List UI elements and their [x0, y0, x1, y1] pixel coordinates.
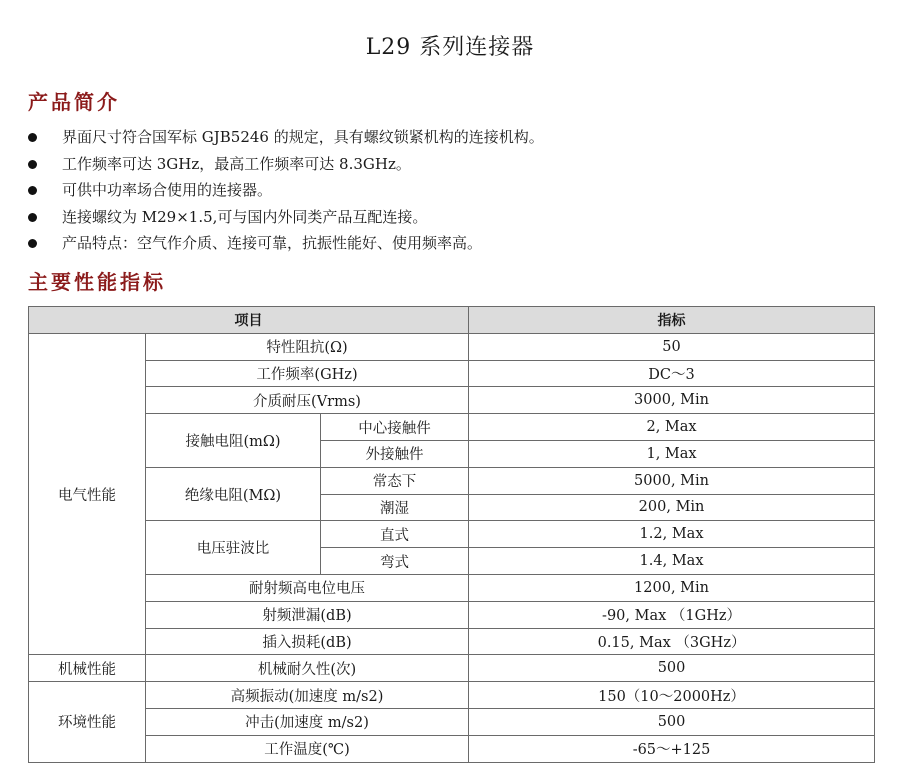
- bullet-text: 连接螺纹为 M29×1.5,可与国内外同类产品互配连接。: [62, 207, 428, 226]
- row-label: 电压驻波比: [146, 521, 321, 575]
- row-label: 高频振动(加速度 m/s2): [146, 682, 469, 709]
- row-value: 1200, Min: [469, 574, 875, 601]
- row-label: 机械耐久性(次): [146, 655, 469, 682]
- row-label: 射频泄漏(dB): [146, 601, 469, 628]
- bullet-icon: [28, 133, 37, 142]
- row-value: 2, Max: [469, 414, 875, 441]
- table-row: [29, 601, 875, 628]
- row-value: 50: [469, 333, 875, 360]
- row-value: 3000, Min: [469, 387, 875, 414]
- intro-bullet-list: [28, 124, 544, 257]
- row-label: 介质耐压(Vrms): [146, 387, 469, 414]
- row-value: 1.2, Max: [469, 521, 875, 548]
- row-value: DC～3: [469, 360, 875, 387]
- table-row: [29, 708, 875, 735]
- table-row: [29, 387, 875, 414]
- group-environmental: 环境性能: [29, 682, 146, 762]
- list-item: [28, 204, 544, 231]
- row-label: 冲击(加速度 m/s2): [146, 708, 469, 735]
- row-label: 工作温度(℃): [146, 735, 469, 762]
- table-row: [29, 360, 875, 387]
- spec-table: [28, 306, 875, 763]
- table-row: [29, 655, 875, 682]
- bullet-text: 产品特点：空气作介质、连接可靠，抗振性能好、使用频率高。: [62, 234, 483, 252]
- bullet-text: 界面尺寸符合国军标 GJB5246 的规定，具有螺纹锁紧机构的连接机构。: [62, 128, 544, 146]
- sub-row-label: 直式: [321, 521, 469, 548]
- table-row: [29, 682, 875, 709]
- table-row: [29, 628, 875, 655]
- bullet-icon: [28, 186, 37, 195]
- row-value: 500: [469, 708, 875, 735]
- table-header-row: [29, 307, 875, 334]
- list-item: [28, 151, 544, 178]
- list-item: [28, 177, 544, 204]
- list-item: [28, 230, 544, 257]
- row-value: 200, Min: [469, 494, 875, 521]
- row-label: 插入损耗(dB): [146, 628, 469, 655]
- bullet-text: 可供中功率场合使用的连接器。: [62, 181, 273, 199]
- row-value: -90, Max （1GHz）: [469, 601, 875, 628]
- row-label: 绝缘电阻(MΩ): [146, 467, 321, 521]
- row-value: 1, Max: [469, 440, 875, 467]
- row-value: 1.4, Max: [469, 548, 875, 575]
- row-label: 耐射频高电位电压: [146, 574, 469, 601]
- table-row: [29, 521, 875, 548]
- table-row: [29, 735, 875, 762]
- section-heading-specs: 主要性能指标: [28, 270, 166, 294]
- sub-row-label: 潮湿: [321, 494, 469, 521]
- row-value: 5000, Min: [469, 467, 875, 494]
- bullet-icon: [28, 160, 37, 169]
- row-label: 特性阻抗(Ω): [146, 333, 469, 360]
- bullet-icon: [28, 239, 37, 248]
- header-item: 项目: [29, 307, 469, 334]
- sub-row-label: 外接触件: [321, 440, 469, 467]
- table-row: [29, 414, 875, 441]
- group-mechanical: 机械性能: [29, 655, 146, 682]
- table-row: [29, 574, 875, 601]
- group-electrical: 电气性能: [29, 333, 146, 655]
- bullet-icon: [28, 213, 37, 222]
- row-value: -65～+125: [469, 735, 875, 762]
- header-value: 指标: [469, 307, 875, 334]
- list-item: [28, 124, 544, 151]
- row-value: 150（10～2000Hz）: [469, 682, 875, 709]
- row-value: 500: [469, 655, 875, 682]
- sub-row-label: 中心接触件: [321, 414, 469, 441]
- row-label: 工作频率(GHz): [146, 360, 469, 387]
- document-title: L29 系列连接器: [365, 35, 535, 60]
- row-label: 接触电阻(mΩ): [146, 414, 321, 468]
- table-row: [29, 333, 875, 360]
- sub-row-label: 常态下: [321, 467, 469, 494]
- bullet-text: 工作频率可达 3GHz，最高工作频率可达 8.3GHz。: [62, 154, 411, 173]
- sub-row-label: 弯式: [321, 548, 469, 575]
- row-value: 0.15, Max （3GHz）: [469, 628, 875, 655]
- table-row: [29, 467, 875, 494]
- section-heading-intro: 产品简介: [28, 90, 120, 114]
